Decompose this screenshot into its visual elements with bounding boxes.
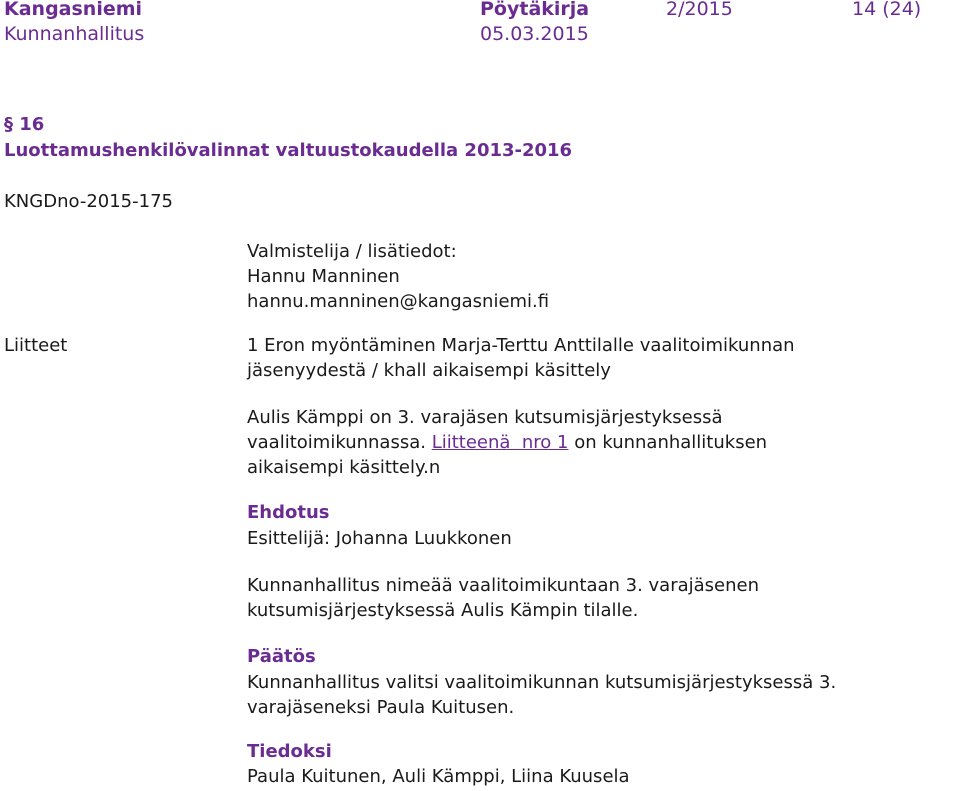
preparer-block — [247, 239, 549, 314]
proposal-line-1: Kunnanhallitus nimeää vaalitoimikuntaan 3. varajäsenen — [247, 575, 760, 596]
preparer-name: Hannu Manninen — [247, 266, 400, 287]
preparer-label: Valmistelija / lisätiedot: — [247, 241, 457, 262]
background-paragraph — [247, 405, 767, 480]
decision-heading: Päätös — [247, 646, 316, 667]
section-title: Luottamushenkilövalinnat valtuustokaudella 2013-2016 — [4, 140, 573, 161]
attachments-label: Liitteet — [4, 335, 68, 356]
header-municipality: Kangasniemi — [4, 0, 143, 20]
background-line-1: Aulis Kämppi on 3. varajäsen kutsumisjärjestyksessä — [247, 407, 723, 428]
record-id: KNGDno-2015-175 — [4, 191, 173, 212]
header-body: Kunnanhallitus — [4, 23, 145, 45]
attachment-link[interactable]: Liitteenä nro 1 — [431, 432, 569, 453]
background-line-2 — [247, 430, 767, 455]
attachment-line-1: 1 Eron myöntäminen Marja-Terttu Anttilalle vaalitoimikunnan — [247, 335, 795, 356]
background-line-3: aikaisempi käsittely.n — [247, 457, 441, 478]
header-page: 14 (24) — [852, 0, 922, 20]
preparer-email: hannu.manninen@kangasniemi.fi — [247, 291, 550, 312]
proposal-heading: Ehdotus — [247, 502, 330, 523]
header-doc-type: Pöytäkirja — [480, 0, 590, 20]
section-symbol: § — [4, 114, 13, 135]
proposal-line-2: kutsumisjärjestyksessä Aulis Kämpin tilalle. — [247, 600, 639, 621]
decision-line-2: varajäseneksi Paula Kuitusen. — [247, 697, 515, 718]
attachments-item — [247, 333, 795, 383]
proposal-text — [247, 573, 759, 623]
notice-recipients: Paula Kuitunen, Auli Kämppi, Liina Kuusela — [247, 766, 630, 787]
background-line-2-suffix: on kunnanhallituksen — [568, 432, 768, 453]
background-line-2-prefix: vaalitoimikunnassa. — [247, 432, 432, 453]
decision-line-1: Kunnanhallitus valitsi vaalitoimikunnan kutsumisjärjestyksessä 3. — [247, 672, 837, 693]
section-heading — [4, 116, 44, 134]
notice-heading: Tiedoksi — [247, 741, 332, 762]
section-number: 16 — [19, 114, 45, 135]
header-issue: 2/2015 — [666, 0, 733, 20]
decision-text — [247, 670, 836, 720]
attachment-line-2: jäsenyydestä / khall aikaisempi käsittely — [247, 360, 611, 381]
proposal-presenter: Esittelijä: Johanna Luukkonen — [247, 528, 512, 549]
header-date: 05.03.2015 — [480, 23, 589, 45]
